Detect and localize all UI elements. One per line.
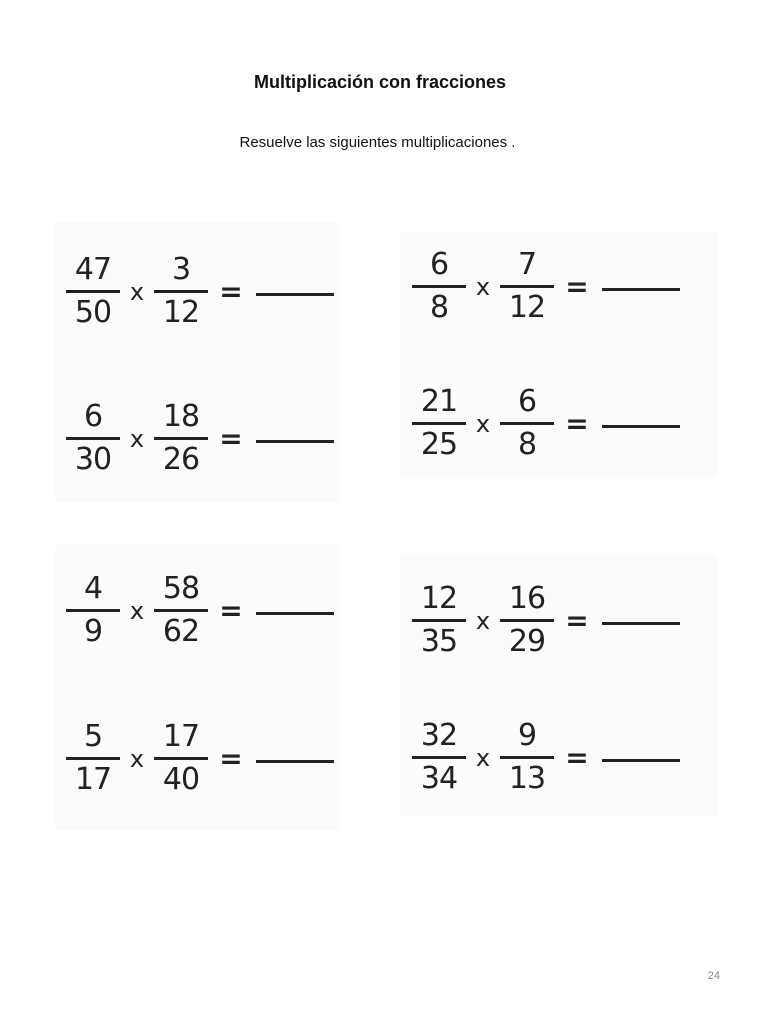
second-numerator: 17 — [162, 718, 200, 754]
second-numerator: 58 — [162, 570, 200, 606]
first-numerator: 12 — [420, 580, 458, 616]
first-fraction — [412, 718, 466, 797]
multiply-sign: x — [129, 278, 145, 306]
equals-sign: = — [219, 274, 243, 308]
first-denominator: 9 — [83, 613, 103, 649]
second-numerator: 16 — [508, 580, 546, 616]
problem-7 — [66, 713, 334, 803]
fraction-bar — [500, 422, 554, 425]
second-fraction — [154, 571, 208, 650]
second-fraction — [154, 252, 208, 331]
first-numerator: 21 — [420, 383, 458, 419]
fraction-bar — [412, 422, 466, 425]
problem-3 — [66, 393, 334, 483]
first-fraction — [66, 399, 120, 478]
first-denominator: 34 — [420, 760, 458, 796]
answer-blank[interactable] — [256, 760, 334, 763]
answer-blank[interactable] — [602, 759, 680, 762]
second-fraction — [500, 247, 554, 326]
answer-blank[interactable] — [256, 612, 334, 615]
first-denominator: 35 — [420, 623, 458, 659]
multiply-sign: x — [129, 425, 145, 453]
second-numerator: 9 — [517, 717, 537, 753]
second-denominator: 12 — [162, 294, 200, 330]
second-denominator: 62 — [162, 613, 200, 649]
fraction-bar — [412, 756, 466, 759]
first-denominator: 25 — [420, 426, 458, 462]
answer-blank[interactable] — [256, 293, 334, 296]
second-fraction — [500, 581, 554, 660]
first-fraction — [66, 719, 120, 798]
second-fraction — [500, 384, 554, 463]
problem-1 — [66, 246, 334, 336]
first-fraction — [412, 247, 466, 326]
fraction-bar — [412, 619, 466, 622]
first-numerator: 32 — [420, 717, 458, 753]
first-numerator: 6 — [429, 246, 449, 282]
second-numerator: 7 — [517, 246, 537, 282]
second-denominator: 8 — [517, 426, 537, 462]
multiply-sign: x — [129, 597, 145, 625]
page-title: Multiplicación con fracciones — [253, 72, 507, 92]
equals-sign: = — [565, 740, 589, 774]
fraction-bar — [500, 285, 554, 288]
answer-blank[interactable] — [602, 425, 680, 428]
first-denominator: 50 — [74, 294, 112, 330]
fraction-bar — [66, 437, 120, 440]
first-denominator: 8 — [429, 289, 449, 325]
first-fraction — [412, 384, 466, 463]
first-numerator: 47 — [74, 251, 112, 287]
first-numerator: 5 — [83, 718, 103, 754]
second-denominator: 26 — [162, 441, 200, 477]
fraction-bar — [66, 609, 120, 612]
equals-sign: = — [565, 269, 589, 303]
second-numerator: 18 — [162, 398, 200, 434]
first-fraction — [66, 252, 120, 331]
first-fraction — [412, 581, 466, 660]
problem-8 — [412, 712, 680, 802]
equals-sign: = — [219, 593, 243, 627]
fraction-bar — [66, 757, 120, 760]
fraction-bar — [154, 609, 208, 612]
second-fraction — [500, 718, 554, 797]
answer-blank[interactable] — [256, 440, 334, 443]
second-numerator: 6 — [517, 383, 537, 419]
problem-6 — [412, 575, 680, 665]
fraction-bar — [154, 437, 208, 440]
first-denominator: 30 — [74, 441, 112, 477]
second-fraction — [154, 399, 208, 478]
second-denominator: 12 — [508, 289, 546, 325]
instruction-text: Resuelve las siguientes multiplicaciones . — [239, 134, 516, 151]
second-fraction — [154, 719, 208, 798]
equals-sign: = — [219, 421, 243, 455]
problem-2 — [412, 241, 680, 331]
problem-4 — [412, 378, 680, 468]
first-numerator: 6 — [83, 398, 103, 434]
equals-sign: = — [565, 406, 589, 440]
answer-blank[interactable] — [602, 288, 680, 291]
fraction-bar — [500, 619, 554, 622]
page-number: 24 — [707, 970, 720, 982]
multiply-sign: x — [475, 744, 491, 772]
multiply-sign: x — [129, 745, 145, 773]
fraction-bar — [66, 290, 120, 293]
equals-sign: = — [219, 741, 243, 775]
fraction-bar — [412, 285, 466, 288]
second-denominator: 40 — [162, 761, 200, 797]
fraction-bar — [154, 290, 208, 293]
answer-blank[interactable] — [602, 622, 680, 625]
equals-sign: = — [565, 603, 589, 637]
first-denominator: 17 — [74, 761, 112, 797]
fraction-bar — [154, 757, 208, 760]
second-denominator: 13 — [508, 760, 546, 796]
multiply-sign: x — [475, 273, 491, 301]
second-numerator: 3 — [171, 251, 191, 287]
second-denominator: 29 — [508, 623, 546, 659]
multiply-sign: x — [475, 607, 491, 635]
multiply-sign: x — [475, 410, 491, 438]
first-numerator: 4 — [83, 570, 103, 606]
first-fraction — [66, 571, 120, 650]
problem-5 — [66, 565, 334, 655]
fraction-bar — [500, 756, 554, 759]
